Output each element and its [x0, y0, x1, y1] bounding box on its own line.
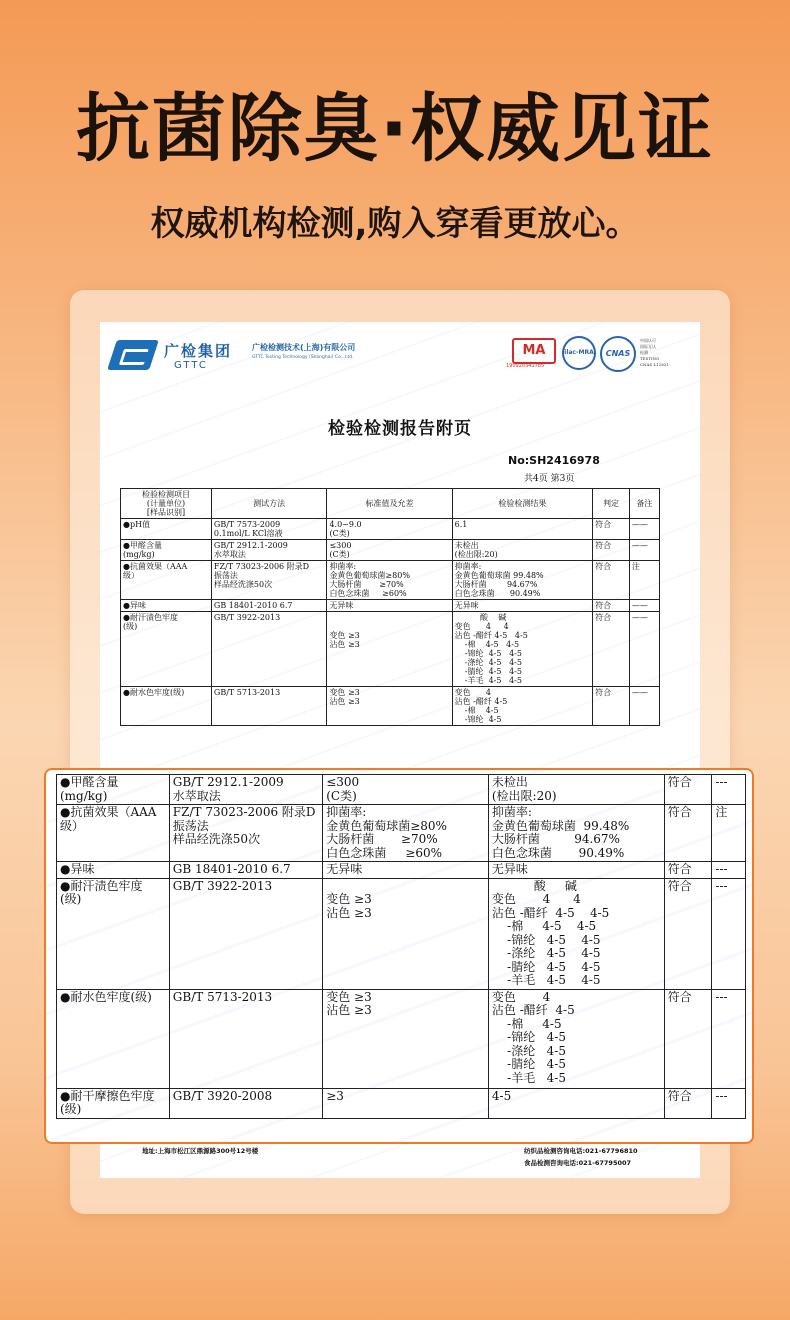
- cell-method: GB/T 5713-2013: [211, 687, 327, 726]
- cell-verdict: 符合: [664, 775, 712, 805]
- cell-standard: ≤300 (C类): [327, 540, 452, 561]
- cell-method: GB/T 2912.1-2009 水萃取法: [211, 540, 327, 561]
- cell-item: ●pH值: [121, 519, 212, 540]
- zoomed-results-table: [56, 774, 746, 1119]
- cnas-accreditation-text: 中国认可 国际互认 检测 TESTING CNAS L12831: [640, 338, 669, 367]
- table-row: [57, 805, 746, 862]
- cell-item: ●耐水色牢度(级): [121, 687, 212, 726]
- cell-note: ——: [629, 687, 659, 726]
- cell-standard: 变色 ≥3 沾色 ≥3: [323, 878, 489, 989]
- cell-standard: ≤300 (C类): [323, 775, 489, 805]
- report-page-info: 共4页 第3页: [524, 474, 575, 484]
- cell-item: ●耐汗渍色牢度 (级): [57, 878, 170, 989]
- cell-standard: 变色 ≥3 沾色 ≥3: [327, 687, 452, 726]
- cell-method: GB/T 3920-2008: [169, 1088, 322, 1118]
- table-row: [57, 775, 746, 805]
- cell-item: ●甲醛含量 (mg/kg): [57, 775, 170, 805]
- cell-result: 6.1: [452, 519, 593, 540]
- column-header-result: 检验检测结果: [452, 489, 593, 519]
- column-header-verdict: 判定: [593, 489, 630, 519]
- cell-verdict: 符合: [593, 687, 630, 726]
- cell-result: 变色 4 沾色 -醋纤 4-5 -棉 4-5 -锦纶 4-5: [452, 687, 593, 726]
- table-row: [121, 540, 660, 561]
- report-title: 检验检测报告附页: [328, 419, 472, 439]
- cell-method: GB/T 3922-2013: [169, 878, 322, 989]
- page-headline: 抗菌除臭·权威见证: [75, 86, 715, 172]
- cell-note: ——: [629, 600, 659, 612]
- cell-verdict: 符合: [664, 878, 712, 989]
- table-row: [121, 519, 660, 540]
- cell-item: ●耐汗渍色牢度 (级): [121, 612, 212, 687]
- cell-standard: 抑菌率: 金黄色葡萄球菌≥80% 大肠杆菌 ≥70% 白色念珠菌 ≥60%: [323, 805, 489, 862]
- cell-standard: 变色 ≥3 沾色 ≥3: [327, 612, 452, 687]
- cell-method: FZ/T 73023-2006 附录D 振荡法 样品经洗涤50次: [211, 561, 327, 600]
- cell-note: ——: [629, 519, 659, 540]
- table-header-row: [121, 489, 660, 519]
- column-header-standard: 标准值及允差: [327, 489, 452, 519]
- cnas-seal-icon: CNAS: [600, 336, 636, 372]
- cell-result: 变色 4 沾色 -醋纤 4-5 -棉 4-5 -锦纶 4-5 -涤纶 4-5 -腈纶 4-5 -羊毛 4-5: [488, 989, 664, 1088]
- cell-note: ——: [629, 612, 659, 687]
- cell-note: ---: [712, 989, 746, 1088]
- cell-note: ---: [712, 1088, 746, 1118]
- column-header-note: 备注: [629, 489, 659, 519]
- company-name-en: GTTC Testing Technology (Shanghai) Co., Ltd.: [252, 355, 354, 360]
- ilac-mra-seal-icon: ilac-MRA: [562, 336, 596, 370]
- cell-item: ●异味: [121, 600, 212, 612]
- cell-note: ---: [712, 775, 746, 805]
- cell-verdict: 符合: [664, 1088, 712, 1118]
- cell-verdict: 符合: [593, 561, 630, 600]
- cell-verdict: 符合: [593, 612, 630, 687]
- page-subheadline: 权威机构检测,购入穿看更放心。: [150, 204, 640, 244]
- cell-standard: 4.0~9.0 (C类): [327, 519, 452, 540]
- cell-item: ●耐干摩擦色牢度 (级): [57, 1088, 170, 1118]
- table-row: [121, 561, 660, 600]
- table-row: [57, 862, 746, 879]
- zoomed-results-panel: [44, 768, 754, 1144]
- company-name-cn: 广检检测技术(上海)有限公司: [252, 343, 356, 352]
- cell-item: ●抗菌效果（AAA 级）: [57, 805, 170, 862]
- cell-item: ●抗菌效果（AAA 级）: [121, 561, 212, 600]
- table-row: [57, 878, 746, 989]
- cell-note: 注: [629, 561, 659, 600]
- report-address: 地址:上海市松江区鼎源路300号12号楼: [142, 1147, 259, 1155]
- cell-verdict: 符合: [664, 862, 712, 879]
- column-header-method: 测试方法: [211, 489, 327, 519]
- cell-method: GB/T 5713-2013: [169, 989, 322, 1088]
- logo-english-name: GTTC: [174, 360, 208, 371]
- cell-result: 抑菌率: 金黄色葡萄球菌 99.48% 大肠杆菌 94.67% 白色念珠菌 90.49%: [488, 805, 664, 862]
- logo-chinese-name: 广检集团: [164, 342, 233, 360]
- cell-result: 抑菌率: 金黄色葡萄球菌 99.48% 大肠杆菌 94.67% 白色念珠菌 90.49%: [452, 561, 593, 600]
- column-header-item: 检验检测项目 (计量单位) [样品识别]: [121, 489, 212, 519]
- cell-method: GB 18401-2010 6.7: [169, 862, 322, 879]
- cell-standard: 无异味: [323, 862, 489, 879]
- cell-result: 未检出 (检出限:20): [488, 775, 664, 805]
- cell-result: 未检出 (检出限:20): [452, 540, 593, 561]
- cell-result: 酸 碱 变色 4 4 沾色 -醋纤 4-5 4-5 -棉 4-5 4-5 -锦纶 4-5 4-5 -涤纶 4-5 4-5 -腈纶 4-5 4-5 -羊毛 4-5 4-5: [488, 878, 664, 989]
- report-results-table: [120, 488, 660, 726]
- cell-item: ●甲醛含量 (mg/kg): [121, 540, 212, 561]
- table-row: [121, 612, 660, 687]
- cma-number: 190920341785: [506, 363, 545, 369]
- table-row: [57, 989, 746, 1088]
- cell-standard: 变色 ≥3 沾色 ≥3: [323, 989, 489, 1088]
- cell-note: 注: [712, 805, 746, 862]
- cell-result: 4-5: [488, 1088, 664, 1118]
- cell-verdict: 符合: [593, 519, 630, 540]
- cell-method: GB/T 3922-2013: [211, 612, 327, 687]
- cell-result: 无异味: [488, 862, 664, 879]
- cell-item: ●异味: [57, 862, 170, 879]
- cell-standard: 抑菌率: 金黄色葡萄球菌≥80% 大肠杆菌 ≥70% 白色念珠菌 ≥60%: [327, 561, 452, 600]
- table-row: [121, 687, 660, 726]
- cell-result: 无异味: [452, 600, 593, 612]
- table-row: [121, 600, 660, 612]
- cell-verdict: 符合: [664, 805, 712, 862]
- cell-item: ●耐水色牢度(级): [57, 989, 170, 1088]
- cell-standard: ≥3: [323, 1088, 489, 1118]
- food-phone: 食品检测咨询电话:021-67795007: [524, 1159, 632, 1167]
- cell-method: GB 18401-2010 6.7: [211, 600, 327, 612]
- textile-phone: 纺织品检测咨询电话:021-67796810: [524, 1147, 638, 1155]
- cell-method: FZ/T 73023-2006 附录D 振荡法 样品经洗涤50次: [169, 805, 322, 862]
- cell-verdict: 符合: [593, 600, 630, 612]
- cell-result: 酸 碱 变色 4 4 沾色 -醋纤 4-5 4-5 -棉 4-5 4-5 -锦纶 4-5 4-5 -涤纶 4-5 4-5 -腈纶 4-5 4-5 -羊毛 4-5 4-5: [452, 612, 593, 687]
- gttc-logo-icon: [107, 340, 159, 370]
- cell-verdict: 符合: [664, 989, 712, 1088]
- cell-note: ---: [712, 862, 746, 879]
- cma-seal-icon: MA: [512, 338, 556, 364]
- report-number: No:SH2416978: [508, 454, 600, 467]
- cell-note: ——: [629, 540, 659, 561]
- cell-verdict: 符合: [593, 540, 630, 561]
- table-row: [57, 1088, 746, 1118]
- cell-standard: 无异味: [327, 600, 452, 612]
- cell-method: GB/T 7573-2009 0.1mol/L KCl溶液: [211, 519, 327, 540]
- cell-note: ---: [712, 878, 746, 989]
- cell-method: GB/T 2912.1-2009 水萃取法: [169, 775, 322, 805]
